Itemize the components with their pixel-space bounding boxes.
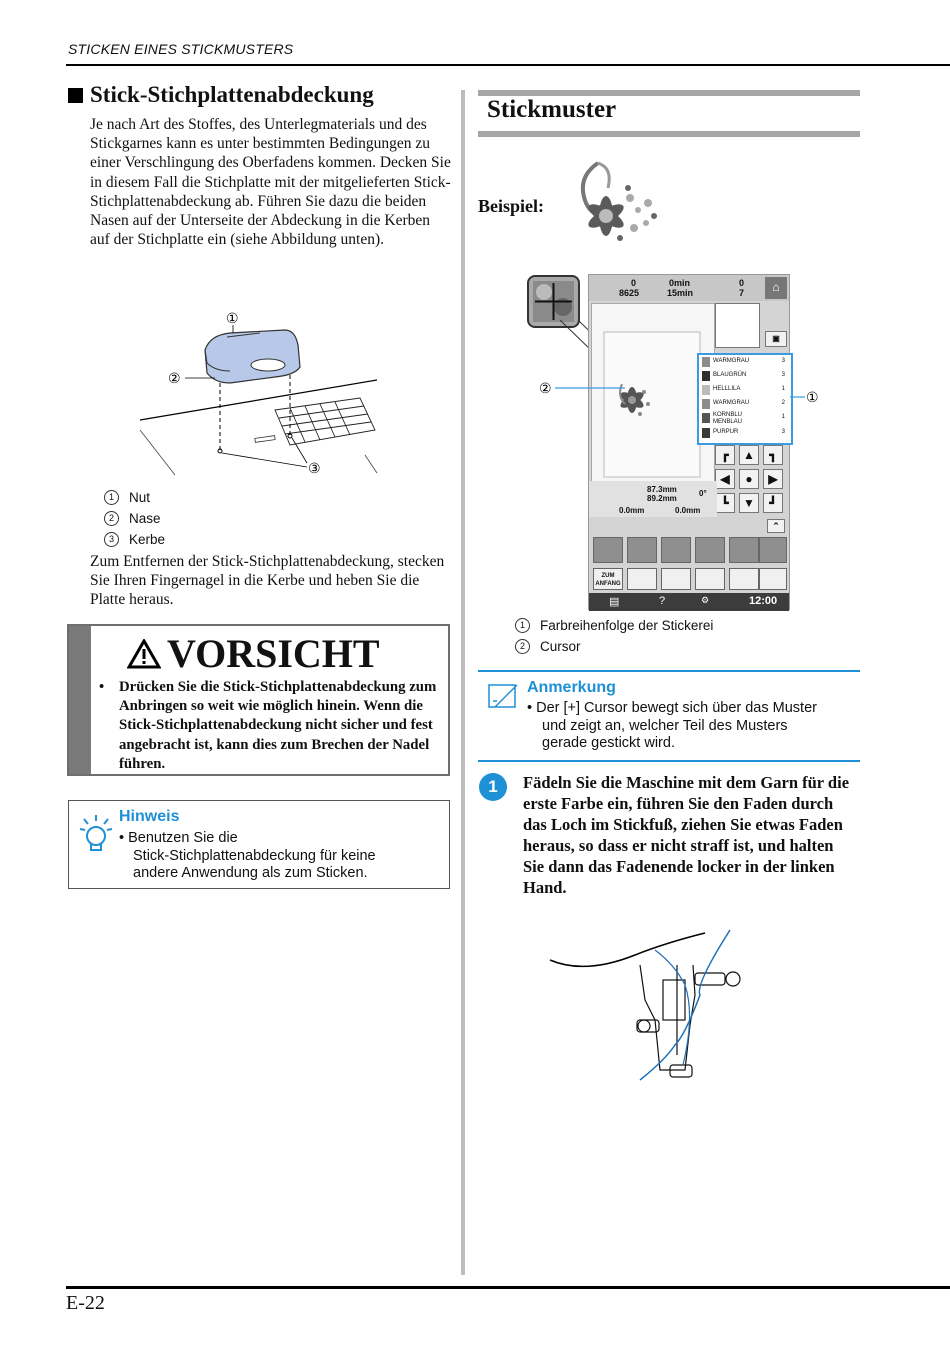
hinweis-box: [68, 800, 450, 889]
header-rule: [66, 64, 950, 66]
stitch-count-current: 0: [631, 278, 637, 288]
color-name: WARMGRAU: [713, 358, 750, 364]
hinweis-line: andere Anwendung als zum Sticken.: [133, 865, 368, 881]
presser-foot-threading-illustration: [545, 925, 755, 1085]
pattern-thumbnail[interactable]: [715, 303, 760, 348]
caution-box: [67, 624, 450, 776]
footer-rule: [66, 1286, 950, 1289]
color-name: KORNBLU MENBLAU: [713, 412, 743, 425]
basting-button[interactable]: [695, 568, 725, 590]
settings-icon[interactable]: ⚙: [701, 595, 710, 605]
removal-paragraph: Zum Entfernen der Stick-Stichplattenabdeckung, stecken Sie Ihren Fingernagel in die Kerbe und heben Sie die Platte heraus.: [90, 553, 445, 609]
color-num: 2: [781, 400, 785, 406]
frame-view-button[interactable]: ▣: [765, 331, 787, 347]
screen-legend: [515, 618, 845, 660]
anmerkung-line: • Der [+] Cursor bewegt sich über das Muster: [527, 700, 817, 716]
memo-pencil-icon: [487, 681, 521, 711]
cover-plate-illustration: [135, 305, 385, 480]
caution-title: [127, 630, 380, 677]
anmerkung-title: Anmerkung: [527, 679, 616, 696]
move-right-button[interactable]: ▶: [763, 469, 783, 489]
callout-3: ③: [308, 460, 321, 476]
lcd-screen: [588, 274, 790, 610]
section-title-stichplattenabdeckung: [68, 82, 374, 108]
legend-item: [104, 511, 161, 526]
legend-label: Kerbe: [129, 532, 166, 547]
caution-sidebar: [69, 626, 91, 774]
note-rule-bottom: [478, 760, 860, 762]
cover-plate-legend: [104, 490, 404, 550]
anmerkung-line: gerade gestickt wird.: [542, 735, 675, 751]
trace-button[interactable]: [729, 568, 759, 590]
screen-status-bar: [589, 275, 789, 301]
callout-2: ②: [539, 380, 552, 396]
caution-bullet: [99, 678, 439, 774]
hinweis-line: • Benutzen Sie die: [119, 830, 238, 846]
legend-number: 2: [515, 639, 530, 654]
step-number-badge: 1: [479, 773, 507, 801]
stitch-step-button[interactable]: [661, 568, 691, 590]
hinweis-line-text: Benutzen Sie die: [128, 830, 238, 846]
tool-button[interactable]: [593, 537, 623, 563]
move-down-right-button[interactable]: ┛: [763, 493, 783, 513]
example-label: Beispiel:: [478, 196, 544, 216]
legend-item: [104, 532, 165, 547]
move-up-right-button[interactable]: ┓: [763, 445, 783, 465]
memory-icon[interactable]: ▤: [609, 596, 620, 608]
color-num: 1: [781, 386, 785, 392]
hinweis-title: Hinweis: [119, 808, 180, 825]
title-bar-bottom: [478, 131, 860, 137]
legend-label: Nase: [129, 511, 161, 526]
thread-cut-button[interactable]: [627, 568, 657, 590]
hinweis-line: Stick-Stichplattenabdeckung für keine: [133, 847, 376, 864]
legend-number: 1: [104, 490, 119, 505]
pattern-angle: 0°: [699, 489, 707, 498]
legend-label: Cursor: [540, 639, 581, 654]
cursor-crosshair-icon: [529, 277, 578, 326]
bullet-dot: •: [99, 679, 105, 695]
legend-item: [104, 490, 150, 505]
help-button[interactable]: ?: [659, 595, 666, 607]
legend-number: 3: [104, 532, 119, 547]
color-name: HELLLILA: [713, 386, 741, 392]
rotate-button[interactable]: [627, 537, 657, 563]
color-num: 1: [781, 414, 785, 420]
embroidery-motif-image: [568, 158, 668, 253]
legend-number: 1: [515, 618, 530, 633]
offset-y: 0.0mm: [675, 506, 701, 515]
pattern-width: 87.3mm: [647, 485, 677, 494]
color-num: 3: [781, 429, 785, 435]
color-num: 3: [781, 372, 785, 378]
color-count-total: 7: [739, 288, 745, 298]
collapse-button[interactable]: ⌃: [767, 519, 785, 533]
home-button[interactable]: ⌂: [765, 277, 787, 299]
callout-1: ①: [806, 389, 819, 405]
pattern-info: [589, 481, 717, 517]
time-total: 15min: [667, 288, 694, 298]
callout-1: ①: [226, 310, 239, 326]
legend-number: 2: [104, 511, 119, 526]
note-rule-top: [478, 670, 860, 672]
move-up-left-button[interactable]: ┏: [715, 445, 735, 465]
thread-color-button[interactable]: [759, 568, 787, 590]
mirror-button[interactable]: [661, 537, 691, 563]
legend-label: Farbreihenfolge der Stickerei: [540, 618, 714, 633]
move-down-left-button[interactable]: ┗: [715, 493, 735, 513]
caution-title-text: VORSICHT: [167, 631, 380, 676]
stitch-count-total: 8625: [619, 288, 640, 298]
section-title-stickmuster: Stickmuster: [487, 96, 617, 123]
screen-bottom-bar: [589, 593, 789, 611]
density-button[interactable]: [759, 537, 787, 563]
screen-callouts: [535, 345, 825, 435]
color-name: BLAUGRÜN: [713, 372, 747, 378]
move-left-button[interactable]: ◀: [715, 469, 735, 489]
anmerkung-line: und zeigt an, welcher Teil des Musters: [542, 717, 788, 734]
legend-item: [515, 639, 581, 654]
lightbulb-icon: [79, 813, 113, 853]
hinweis-text: [119, 830, 439, 883]
legend-item: [515, 618, 713, 633]
offset-x: 0.0mm: [619, 506, 645, 515]
time-elapsed: 0min: [669, 278, 691, 288]
intro-paragraph: Je nach Art des Stoffes, des Unterlegmaterials und des Stickgarnes kann es unter bestimmten Bedingungen zu einer Verschlingung des Oberfadens kommen. Decken Sie in diesem Fall die Stichplatte mit der mitgelieferten Stick-Stichplattenabdeckung ab. Führen Sie dazu die beiden Nasen auf der Unterseite der Abdeckung in die Kerben auf der Stichplatte ein (siehe Abbildung unten).: [90, 116, 451, 249]
step-text: Fädeln Sie die Maschine mit dem Garn für die erste Farbe ein, führen Sie den Faden durch das Loch im Stickfuß, ziehen Sie etwas Faden heraus, so dass er nicht straff ist, und halten Sie dann das Fadenende locker in der linken Hand.: [523, 773, 850, 897]
trial-button[interactable]: [729, 537, 759, 563]
pattern-height: 89.2mm: [647, 494, 677, 503]
move-up-button[interactable]: ▲: [739, 445, 759, 465]
anmerkung-text: [527, 700, 857, 753]
section-title-text: Stick-Stichplattenabdeckung: [90, 82, 374, 107]
anmerkung-line-text: Der [+] Cursor bewegt sich über das Muster: [536, 700, 817, 716]
square-bullet-icon: [68, 88, 83, 103]
clock: 12:00: [749, 595, 778, 607]
callout-2: ②: [168, 370, 181, 386]
page-number: E-22: [66, 1292, 105, 1314]
move-down-button[interactable]: ▼: [739, 493, 759, 513]
move-center-button[interactable]: ●: [739, 469, 759, 489]
running-header: STICKEN EINES STICKMUSTERS: [68, 41, 294, 57]
color-name: WARMGRAU: [713, 400, 750, 406]
color-name: PURPUR: [713, 429, 739, 435]
legend-label: Nut: [129, 490, 151, 505]
caution-bullet-text: Drücken Sie die Stick-Stichplattenabdeckung zum Anbringen so weit wie möglich hinein. Wenn die Stick-Stichplattenabdeckung nicht sicher und fest angebracht ist, kann dies zum Brechen der Nadel führen.: [119, 679, 437, 772]
edit-button[interactable]: [695, 537, 725, 563]
color-num: 3: [781, 358, 785, 364]
warning-triangle-icon: [127, 639, 161, 669]
start-button[interactable]: ZUM ANFANG: [593, 568, 623, 590]
column-divider: [461, 90, 465, 1275]
color-count-current: 0: [739, 278, 745, 288]
